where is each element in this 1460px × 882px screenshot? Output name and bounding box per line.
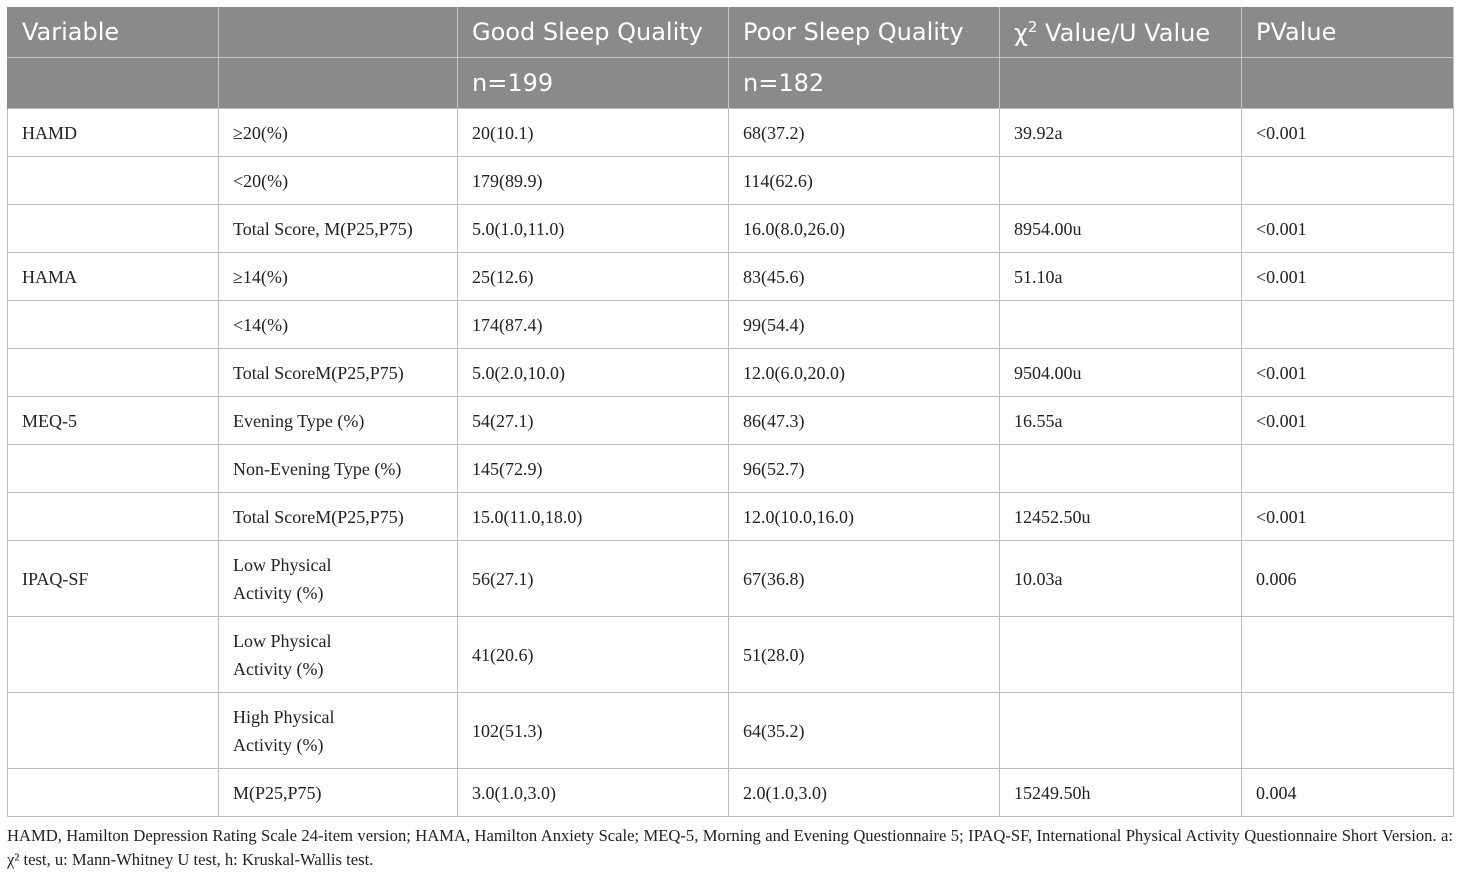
- cell-subcategory: [219, 617, 458, 693]
- cell-poor: 16.0(8.0,26.0): [729, 205, 1000, 253]
- cell-poor: 68(37.2): [729, 109, 1000, 157]
- cell-subcategory: Total Score, M(P25,P75): [219, 205, 458, 253]
- cell-p-value: <0.001: [1242, 397, 1454, 445]
- cell-p-value: 0.006: [1242, 541, 1454, 617]
- cell-poor: 114(62.6): [729, 157, 1000, 205]
- cell-p-value: [1242, 617, 1454, 693]
- cell-good: 145(72.9): [458, 445, 729, 493]
- cell-good: 56(27.1): [458, 541, 729, 617]
- cell-statistic: [1000, 445, 1242, 493]
- cell-variable: [8, 617, 219, 693]
- cell-p-value: <0.001: [1242, 205, 1454, 253]
- cell-p-value: [1242, 301, 1454, 349]
- header2-subcategory: [219, 58, 458, 109]
- cell-variable: [8, 157, 219, 205]
- cell-statistic: 51.10a: [1000, 253, 1242, 301]
- cell-variable: HAMD: [8, 109, 219, 157]
- cell-variable: [8, 349, 219, 397]
- cell-good: 54(27.1): [458, 397, 729, 445]
- cell-p-value: <0.001: [1242, 109, 1454, 157]
- header2-good-n: n=199: [458, 58, 729, 109]
- header-statistic: [1000, 7, 1242, 58]
- table-row: [8, 301, 1454, 349]
- cell-good: 174(87.4): [458, 301, 729, 349]
- sleep-quality-table: [7, 7, 1454, 817]
- cell-good: 102(51.3): [458, 693, 729, 769]
- table-row: [8, 493, 1454, 541]
- cell-good: 25(12.6): [458, 253, 729, 301]
- header2-p-value: [1242, 58, 1454, 109]
- cell-variable: HAMA: [8, 253, 219, 301]
- cell-subcategory-line2: Activity (%): [233, 658, 324, 679]
- cell-variable: [8, 493, 219, 541]
- header-row-counts: [8, 58, 1454, 109]
- cell-statistic: [1000, 617, 1242, 693]
- cell-subcategory: <20(%): [219, 157, 458, 205]
- cell-variable: IPAQ-SF: [8, 541, 219, 617]
- table-body: [8, 109, 1454, 817]
- cell-subcategory-line2: Activity (%): [233, 582, 324, 603]
- table-row: [8, 349, 1454, 397]
- cell-variable: [8, 693, 219, 769]
- cell-statistic: 15249.50h: [1000, 769, 1242, 817]
- cell-subcategory-line1: High Physical: [233, 706, 335, 727]
- cell-p-value: 0.004: [1242, 769, 1454, 817]
- table-row: [8, 205, 1454, 253]
- cell-subcategory: ≥14(%): [219, 253, 458, 301]
- cell-poor: 51(28.0): [729, 617, 1000, 693]
- cell-subcategory: M(P25,P75): [219, 769, 458, 817]
- table-row: [8, 253, 1454, 301]
- table-row: [8, 445, 1454, 493]
- cell-statistic: [1000, 157, 1242, 205]
- cell-statistic: [1000, 301, 1242, 349]
- cell-p-value: <0.001: [1242, 253, 1454, 301]
- cell-good: 41(20.6): [458, 617, 729, 693]
- cell-poor: 96(52.7): [729, 445, 1000, 493]
- header-statistic-label: Value/U Value: [1037, 18, 1211, 47]
- header-poor-sleep: Poor Sleep Quality: [729, 7, 1000, 58]
- cell-poor: 64(35.2): [729, 693, 1000, 769]
- header-p-value: PValue: [1242, 7, 1454, 58]
- cell-statistic: 12452.50u: [1000, 493, 1242, 541]
- cell-subcategory: [219, 541, 458, 617]
- cell-good: 5.0(1.0,11.0): [458, 205, 729, 253]
- table-row: [8, 397, 1454, 445]
- cell-statistic: [1000, 693, 1242, 769]
- cell-p-value: [1242, 445, 1454, 493]
- cell-statistic: 39.92a: [1000, 109, 1242, 157]
- table-row: [8, 617, 1454, 693]
- cell-poor: 12.0(6.0,20.0): [729, 349, 1000, 397]
- header2-variable: [8, 58, 219, 109]
- cell-subcategory: Evening Type (%): [219, 397, 458, 445]
- cell-subcategory: Total ScoreM(P25,P75): [219, 349, 458, 397]
- cell-poor: 67(36.8): [729, 541, 1000, 617]
- results-table-container: [7, 7, 1453, 817]
- cell-good: 20(10.1): [458, 109, 729, 157]
- header-good-sleep: Good Sleep Quality: [458, 7, 729, 58]
- cell-subcategory: Total ScoreM(P25,P75): [219, 493, 458, 541]
- table-row: [8, 109, 1454, 157]
- cell-good: 5.0(2.0,10.0): [458, 349, 729, 397]
- table-row: [8, 769, 1454, 817]
- cell-poor: 2.0(1.0,3.0): [729, 769, 1000, 817]
- cell-statistic: 8954.00u: [1000, 205, 1242, 253]
- header2-poor-n: n=182: [729, 58, 1000, 109]
- table-row: [8, 541, 1454, 617]
- cell-statistic: 9504.00u: [1000, 349, 1242, 397]
- cell-good: 15.0(11.0,18.0): [458, 493, 729, 541]
- cell-good: 3.0(1.0,3.0): [458, 769, 729, 817]
- cell-variable: [8, 769, 219, 817]
- table-row: [8, 693, 1454, 769]
- cell-subcategory-line1: Low Physical: [233, 554, 332, 575]
- cell-p-value: [1242, 157, 1454, 205]
- header2-statistic: [1000, 58, 1242, 109]
- cell-variable: [8, 301, 219, 349]
- header-row-titles: [8, 7, 1454, 58]
- cell-p-value: <0.001: [1242, 493, 1454, 541]
- cell-statistic: 10.03a: [1000, 541, 1242, 617]
- cell-poor: 12.0(10.0,16.0): [729, 493, 1000, 541]
- cell-subcategory: Non-Evening Type (%): [219, 445, 458, 493]
- cell-p-value: <0.001: [1242, 349, 1454, 397]
- cell-subcategory: [219, 693, 458, 769]
- cell-p-value: [1242, 693, 1454, 769]
- cell-variable: MEQ-5: [8, 397, 219, 445]
- cell-statistic: 16.55a: [1000, 397, 1242, 445]
- header-statistic-chi: χ: [1014, 18, 1028, 47]
- cell-subcategory-line1: Low Physical: [233, 630, 332, 651]
- cell-subcategory: <14(%): [219, 301, 458, 349]
- cell-subcategory-line2: Activity (%): [233, 734, 324, 755]
- cell-good: 179(89.9): [458, 157, 729, 205]
- cell-subcategory: ≥20(%): [219, 109, 458, 157]
- header-statistic-superscript: 2: [1027, 17, 1038, 36]
- header-subcategory: [219, 7, 458, 58]
- header-variable: Variable: [8, 7, 219, 58]
- cell-poor: 99(54.4): [729, 301, 1000, 349]
- table-header: [8, 7, 1454, 109]
- cell-poor: 83(45.6): [729, 253, 1000, 301]
- table-footnote: HAMD, Hamilton Depression Rating Scale 24-item version; HAMA, Hamilton Anxiety Scale; MEQ-5, Morning and Evening Questionnaire 5; IPAQ-SF, International Physical Activity Questionnaire Short Version. a: χ² test, u: Mann-Whitney U test, h: Kruskal-Wallis test.: [7, 826, 1453, 869]
- table-row: [8, 157, 1454, 205]
- cell-variable: [8, 445, 219, 493]
- cell-poor: 86(47.3): [729, 397, 1000, 445]
- cell-variable: [8, 205, 219, 253]
